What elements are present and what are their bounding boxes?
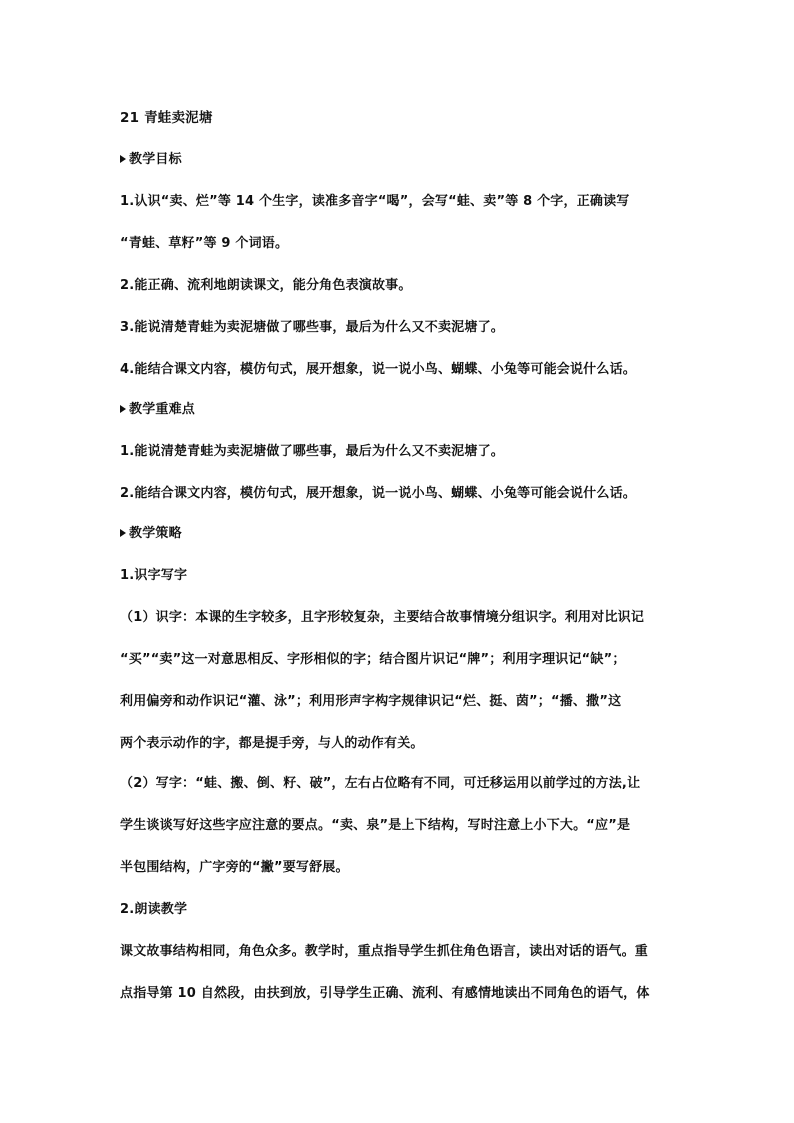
paragraph-line: 1.能说清楚青蛙为卖泥塘做了哪些事，最后为什么又不卖泥塘了。 xyxy=(120,444,504,459)
paragraph-line: 两个表示动作的字，都是提手旁，与人的动作有关。 xyxy=(120,736,424,751)
section-heading-key-points xyxy=(120,400,685,420)
section-heading-goals xyxy=(120,150,685,170)
paragraph-line: 课文故事结构相同，角色众多。教学时，重点指导学生抓住角色语言，读出对话的语气。重 xyxy=(120,944,649,959)
paragraph-line: （1）识字：本课的生字较多，且字形较复杂，主要结合故事情境分组识字。利用对比识记 xyxy=(120,610,645,625)
triangle-bullet-icon xyxy=(120,155,126,163)
triangle-bullet-icon xyxy=(120,529,126,537)
section-heading-text: 教学目标 xyxy=(129,152,182,167)
subsection-title: 2.朗读教学 xyxy=(120,902,188,917)
paragraph-line: 1.认识“卖、烂”等 14 个生字，读准多音字“喝”，会写“蛙、卖”等 8 个字，正确读写 xyxy=(120,194,630,209)
paragraph-line: 2.能正确、流利地朗读课文，能分角色表演故事。 xyxy=(120,278,412,293)
paragraph-line: （2）写字：“蛙、搬、倒、籽、破”，左右占位略有不同，可迁移运用以前学过的方法,让 xyxy=(120,776,641,791)
paragraph-line: 3.能说清楚青蛙为卖泥塘做了哪些事，最后为什么又不卖泥塘了。 xyxy=(120,320,504,335)
paragraph-line: “青蛙、草籽”等 9 个词语。 xyxy=(120,236,289,251)
paragraph-line: 4.能结合课文内容，模仿句式，展开想象，说一说小鸟、蝴蝶、小兔等可能会说什么话。 xyxy=(120,362,636,377)
paragraph-line: 利用偏旁和动作识记“灌、泳”；利用形声字构字规律识记“烂、挺、茵”；“播、撒”这 xyxy=(120,694,622,709)
paragraph-line: 点指导第 10 自然段，由扶到放，引导学生正确、流利、有感情地读出不同角色的语气，体 xyxy=(120,986,650,1001)
paragraph-line: “买”“卖”这一对意思相反、字形相似的字；结合图片识记“牌”；利用字理识记“缺”； xyxy=(120,652,626,667)
document-title: 21 青蛙卖泥塘 xyxy=(120,110,213,126)
section-heading-text: 教学策略 xyxy=(129,526,182,541)
section-heading-strategy xyxy=(120,524,685,544)
triangle-bullet-icon xyxy=(120,405,126,413)
paragraph-line: 2.能结合课文内容，模仿句式，展开想象，说一说小鸟、蝴蝶、小兔等可能会说什么话。 xyxy=(120,486,636,501)
subsection-title: 1.识字写字 xyxy=(120,568,188,583)
section-heading-text: 教学重难点 xyxy=(129,402,196,417)
paragraph-line: 半包围结构，广字旁的“撇”要写舒展。 xyxy=(120,860,349,875)
paragraph-line: 学生谈谈写好这些字应注意的要点。“卖、泉”是上下结构，写时注意上小下大。“应”是 xyxy=(120,818,631,833)
